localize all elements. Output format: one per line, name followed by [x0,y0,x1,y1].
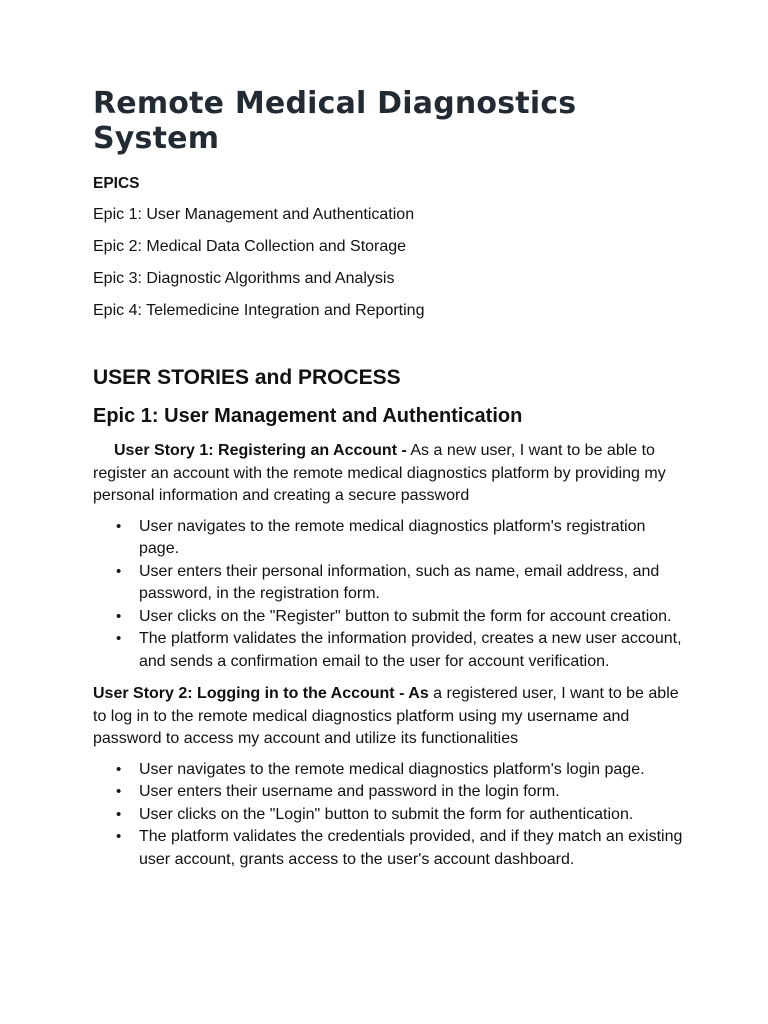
epic-item: Epic 3: Diagnostic Algorithms and Analysis [93,270,395,287]
epic-item: Epic 2: Medical Data Collection and Storage [93,238,407,255]
epic-1-heading: Epic 1: User Management and Authentication [93,405,523,427]
bullet-icon: • [116,517,122,535]
list-item-text: The platform validates the credentials provided, and if they match an existing user account, grants access to the user's account dashboard. [139,828,683,868]
list-item [116,628,683,673]
list-item [116,759,683,782]
user-story-2 [93,683,683,751]
bullet-icon: • [116,783,122,800]
list-item [116,516,683,561]
user-story-1-title: User Story 1: Registering an Account - [114,442,407,459]
list-item-text: User navigates to the remote medical diagnostics platform's login page. [139,760,645,778]
list-item-text: The platform validates the information provided, creates a new user account, and sends a confirmation email to the user for account verification. [139,630,682,670]
bullet-icon: • [116,828,122,845]
user-story-2-text: a registered user, I want to be able to log in to the remote medical diagnostics platform using my username and password to access my account and utilize its functionalities [93,685,679,747]
user-story-2-title: User Story 2: Logging in to the Account - As [93,685,429,702]
bullet-icon: • [116,630,122,647]
bullet-icon: • [116,760,122,778]
list-item-text: User clicks on the "Register" button to submit the form for account creation. [139,607,672,625]
list-item-text: User navigates to the remote medical diagnostics platform's registration page. [139,517,646,557]
epic-item: Epic 1: User Management and Authentication [93,206,415,223]
list-item [116,804,683,827]
bullet-icon: • [116,607,122,625]
epic-item: Epic 4: Telemedicine Integration and Reporting [93,302,425,319]
bullet-icon: • [116,805,122,823]
list-item-text: User enters their username and password in the login form. [139,783,560,800]
list-item-text: User enters their personal information, such as name, email address, and password, in the registration form. [139,562,660,602]
document-page [93,86,683,881]
epics-label: EPICS [93,175,140,192]
list-item [116,781,683,804]
user-story-2-steps [93,759,683,872]
bullet-icon: • [116,562,122,580]
user-story-1-steps [93,516,683,674]
list-item [116,606,683,629]
list-item [116,561,683,606]
list-item [116,826,683,871]
section-heading: USER STORIES and PROCESS [93,366,401,389]
user-story-1 [93,440,683,508]
list-item-text: User clicks on the "Login" button to submit the form for authentication. [139,805,634,823]
user-story-1-text: As a new user, I want to be able to register an account with the remote medical diagnostics platform by providing my personal information and creating a secure password [93,442,666,504]
document-title: Remote Medical Diagnostics System [93,86,577,156]
